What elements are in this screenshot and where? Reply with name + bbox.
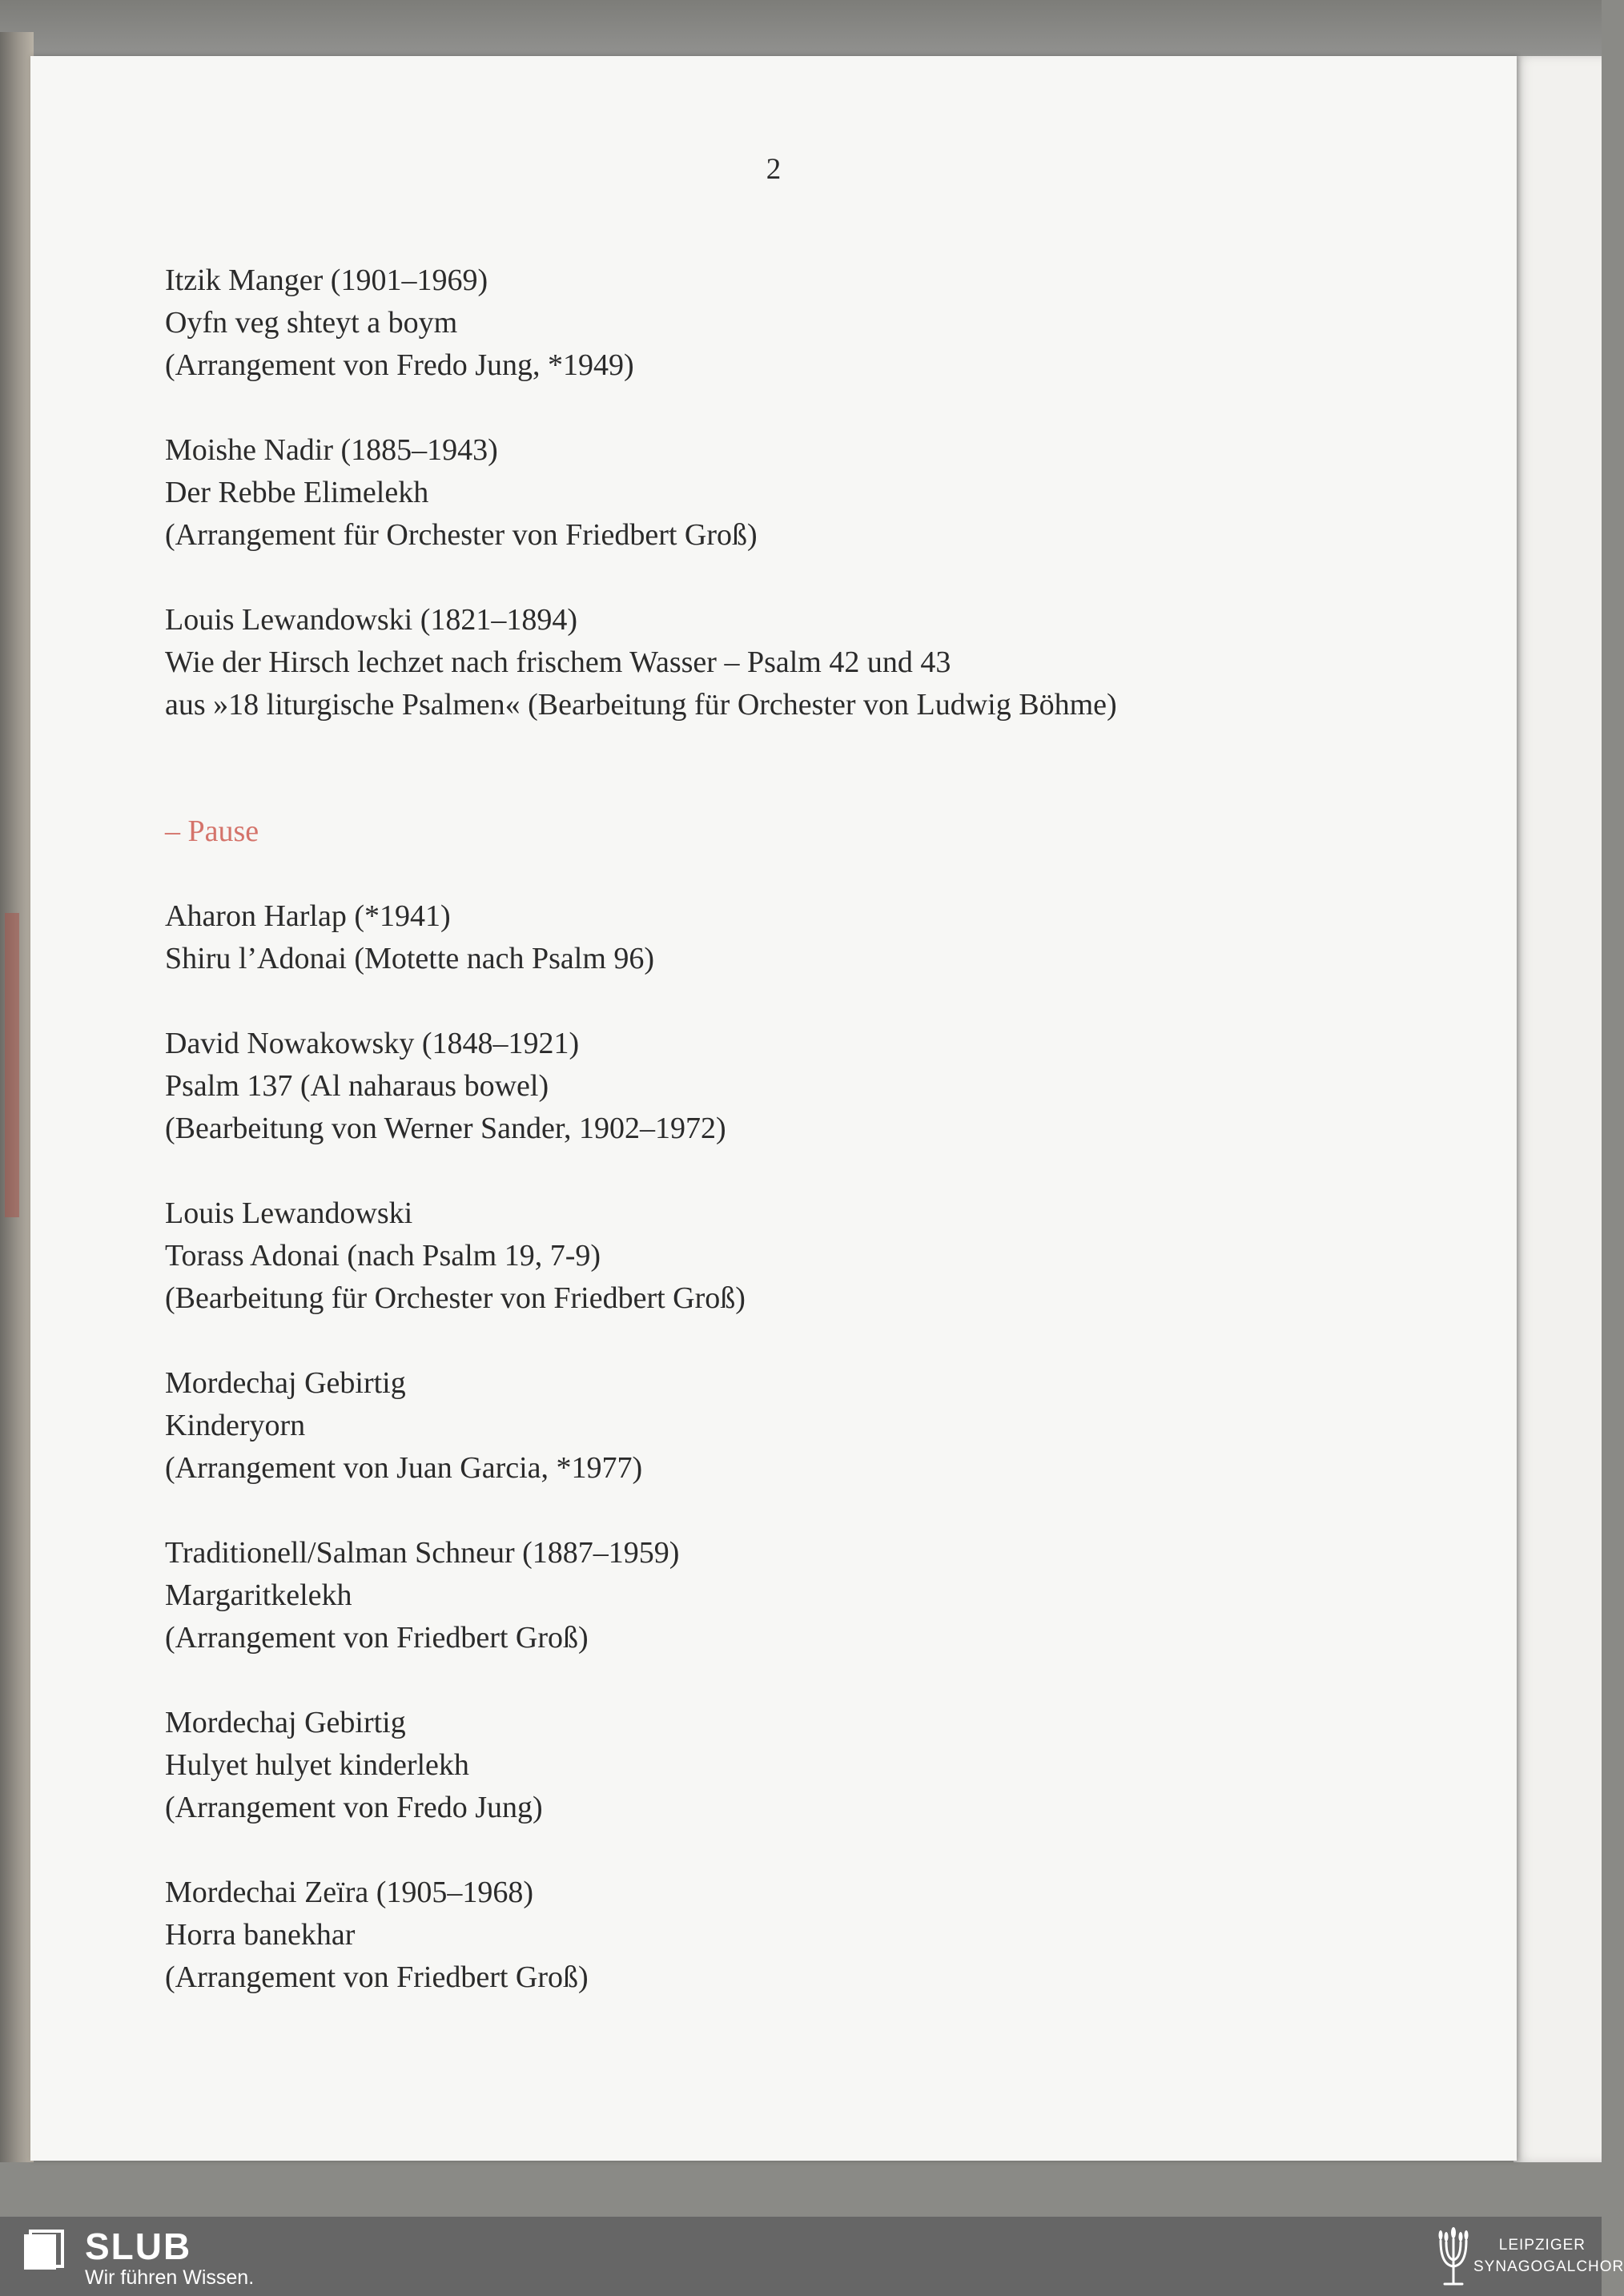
arrangement-line: (Arrangement von Friedbert Groß) <box>165 1960 589 1994</box>
binding-accent <box>5 913 19 1217</box>
arrangement-line: (Arrangement von Friedbert Groß) <box>165 1621 589 1655</box>
work-title-line: Wie der Hirsch lechzet nach frischem Wasser – Psalm 42 und 43 <box>165 645 951 679</box>
composer-line: Aharon Harlap (*1941) <box>165 899 451 933</box>
footer-bar <box>0 2217 1624 2296</box>
program-entry <box>165 1192 1478 1320</box>
composer-line: Louis Lewandowski <box>165 1196 413 1230</box>
work-title-line: Oyfn veg shteyt a boym <box>165 306 458 340</box>
program-entry <box>165 1023 1478 1150</box>
program-entry <box>165 1702 1478 1829</box>
program-entry <box>165 1532 1478 1659</box>
slub-name: SLUB <box>85 2226 192 2267</box>
program-entry <box>165 259 1478 387</box>
choir-name-line-2: SYNAGOGALCHOR <box>1473 2258 1624 2275</box>
pause-marker: – Pause <box>165 814 259 848</box>
arrangement-line: (Arrangement von Juan Garcia, *1977) <box>165 1451 643 1485</box>
composer-line: Mordechaj Gebirtig <box>165 1366 406 1400</box>
composer-line: Traditionell/Salman Schneur (1887–1959) <box>165 1536 680 1570</box>
slub-book-icon <box>22 2231 64 2271</box>
composer-line: Mordechai Zeïra (1905–1968) <box>165 1876 534 1909</box>
composer-line: David Nowakowsky (1848–1921) <box>165 1027 580 1060</box>
program-list <box>165 259 1478 2041</box>
binding-strip <box>0 32 34 2162</box>
composer-line: Moishe Nadir (1885–1943) <box>165 433 498 467</box>
program-entry <box>165 895 1478 980</box>
adjacent-page-edge <box>1513 56 1602 2162</box>
work-title-line: Margaritkelekh <box>165 1578 352 1612</box>
arrangement-line: (Arrangement von Fredo Jung, *1949) <box>165 348 634 382</box>
document-page <box>30 56 1517 2161</box>
work-title-line: Kinderyorn <box>165 1409 306 1442</box>
scan-background <box>0 0 1602 58</box>
program-entry <box>165 599 1478 726</box>
program-entry <box>165 1362 1478 1490</box>
slub-tagline: Wir führen Wissen. <box>85 2266 255 2289</box>
program-part-two <box>165 895 1478 1999</box>
work-title-line: Der Rebbe Elimelekh <box>165 476 429 509</box>
arrangement-line: aus »18 liturgische Psalmen« (Bearbeitung für Orchester von Ludwig Böhme) <box>165 688 1117 722</box>
program-entry <box>165 429 1478 557</box>
program-part-one <box>165 259 1478 726</box>
work-title-line: Psalm 137 (Al naharaus bowel) <box>165 1069 549 1103</box>
choir-name-line-1: LEIPZIGER <box>1498 2237 1586 2254</box>
work-title-line: Shiru l’Adonai (Motette nach Psalm 96) <box>165 942 655 975</box>
menorah-icon <box>1433 2223 1473 2290</box>
program-entry <box>165 1872 1478 1999</box>
page-number: 2 <box>766 153 782 186</box>
composer-line: Itzik Manger (1901–1969) <box>165 263 488 297</box>
work-title-line: Horra banekhar <box>165 1918 356 1952</box>
composer-line: Louis Lewandowski (1821–1894) <box>165 603 578 637</box>
arrangement-line: (Arrangement für Orchester von Friedbert Groß) <box>165 518 758 552</box>
arrangement-line: (Arrangement von Fredo Jung) <box>165 1791 543 1824</box>
composer-line: Mordechaj Gebirtig <box>165 1706 406 1739</box>
arrangement-line: (Bearbeitung von Werner Sander, 1902–1972) <box>165 1112 726 1145</box>
work-title-line: Torass Adonai (nach Psalm 19, 7-9) <box>165 1239 601 1273</box>
choir-name <box>1473 2234 1624 2278</box>
work-title-line: Hulyet hulyet kinderlekh <box>165 1748 469 1782</box>
arrangement-line: (Bearbeitung für Orchester von Friedbert Groß) <box>165 1281 746 1315</box>
